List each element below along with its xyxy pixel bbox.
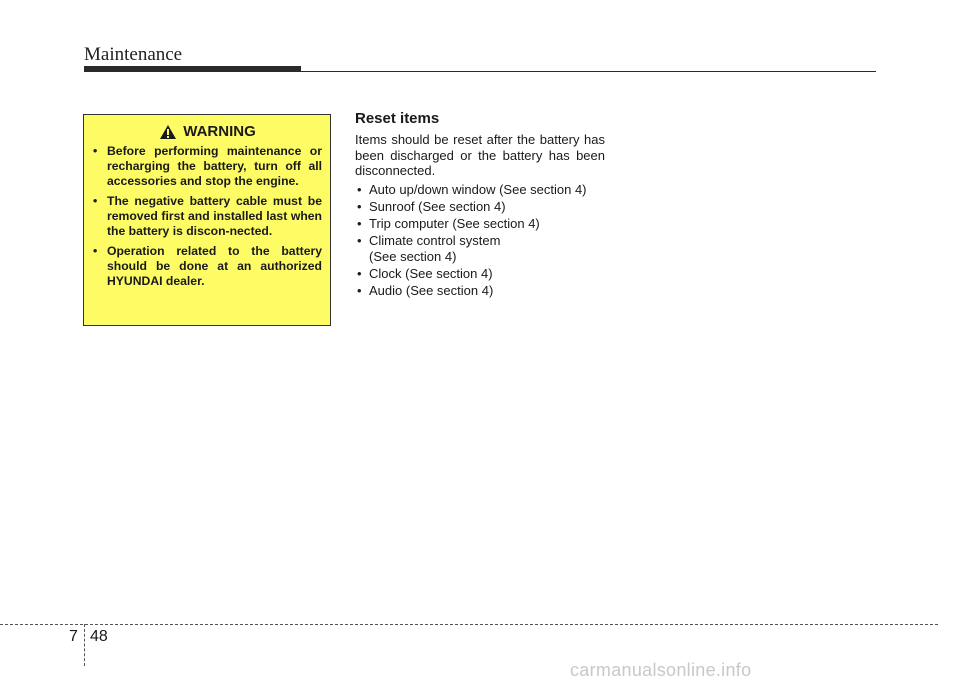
reset-item [355,199,615,215]
reset-item [355,216,615,232]
reset-item [355,266,615,282]
header-rule-thin [84,71,876,72]
warning-box [83,114,331,326]
page-number: 48 [90,628,108,645]
reset-item-text: Climate control system [369,233,501,248]
reset-items-intro: Items should be reset after the battery has been discharged or the battery has been disconnected. [355,132,605,178]
footer-divider [0,624,938,625]
warning-heading [93,123,322,140]
warning-item: • The negative battery cable must be removed first and installed last when the battery is discon-nected. [93,194,322,239]
page-section-number: 7 [69,628,78,645]
reset-item-subtext: (See section 4) [369,248,457,264]
reset-items-title: Reset items [355,110,440,127]
reset-item-text: Sunroof (See section 4) [369,199,506,214]
reset-item [355,283,615,299]
reset-item-text: Audio (See section 4) [369,282,494,298]
warning-triangle-icon [159,124,177,140]
reset-items-list [355,182,615,300]
watermark-text: carmanualsonline.info [570,660,752,680]
reset-item [355,182,615,198]
warning-heading-text: WARNING [183,123,256,140]
reset-item-text: Auto up/down window (See section 4) [369,182,587,197]
reset-item-text: Clock (See section 4) [369,265,493,281]
warning-item: • Operation related to the battery should be done at an authorized HYUNDAI dealer. [93,244,322,289]
page-header-title: Maintenance [84,44,183,65]
footer-vertical-divider [84,624,85,666]
reset-item-text: Trip computer (See section 4) [369,216,540,231]
warning-list [93,144,322,289]
warning-item: • Before performing maintenance or recharging the battery, turn off all accessories and stop the engine. [93,144,322,189]
reset-item [355,233,615,264]
